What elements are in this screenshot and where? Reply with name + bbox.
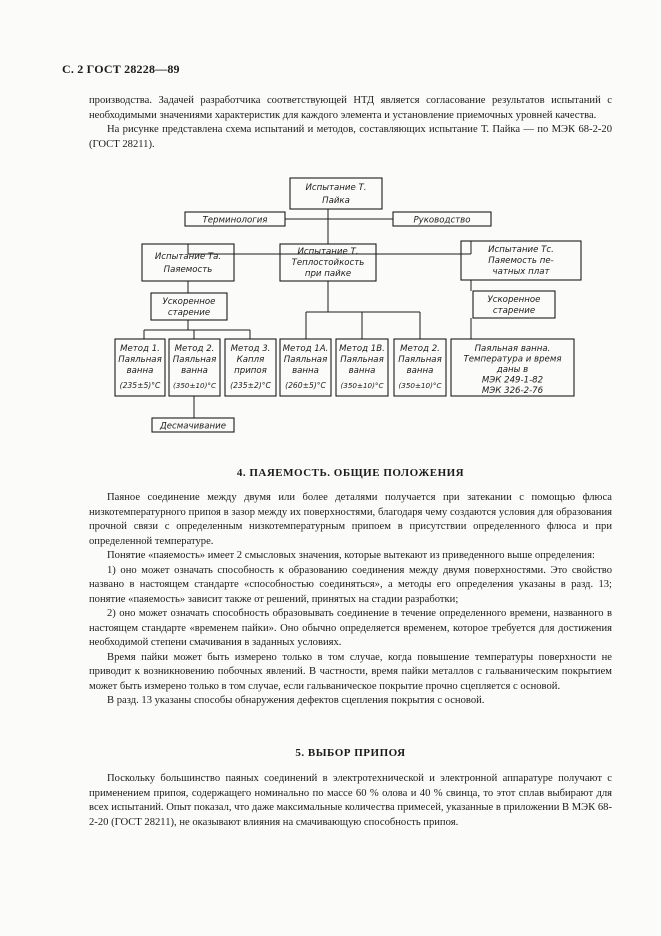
method1-label-3: ванна [126, 366, 154, 376]
method1a-label-1: Метод 1А. [282, 344, 329, 354]
method2-label-1: Метод 2. [174, 344, 215, 354]
method1-label-4: (235±5)°С [119, 381, 161, 390]
method2-label-4: (350±10)°С [172, 381, 217, 390]
section-4-title: 4. ПАЯЕМОСТЬ. ОБЩИЕ ПОЛОЖЕНИЯ [236, 467, 465, 479]
intro-paragraph-2: На рисунке представлена схема испытаний и методов, составляющих испытание Т. Пайка — по МЭК 68-2-20 (ГОСТ 28211). [89, 124, 612, 150]
method3-label-1: Метод 3. [230, 344, 271, 354]
section-4-paragraph-2: Понятие «паяемость» имеет 2 смысловых значения, которые вытекают из приведенного выше определения: [107, 550, 595, 561]
test-tc-label-3: чатных плат [492, 267, 550, 277]
method1-label-1: Метод 1. [120, 344, 160, 354]
section-4-text [89, 491, 612, 709]
method3-label-3: припоя [234, 366, 267, 376]
section-5-title: 5. ВЫБОР ПРИПОЯ [295, 747, 406, 759]
section-4-paragraph-4: 2) оно может означать способность образовывать соединение в течение определенного времени, названного в настоящем стандарте «временем пайки». Оно обычно определяется временем, которое требуется для достижения необходимой степени смачивания в заданных условиях. [89, 608, 612, 648]
bath-tc-label-3: даны в [496, 365, 529, 375]
page-header: С. 2 ГОСТ 28228—89 [62, 62, 180, 76]
section-5-paragraph-1: Поскольку большинство паяных соединений в электротехнической и электронной аппаратуре получают с применением припоя, содержащего номинально по массе 60 % олова и 40 % свинца, то этот сплав выбирают для всех испытаний. Опыт показал, что даже максимальные количества примесей, указанные в приложении В МЭК 68-2-20 (ГОСТ 28211), не оказывают влияния на смачивающую способность припоя. [89, 773, 612, 828]
test-t-heat-label-1: Испытание Т. [297, 247, 359, 257]
root-label-2: Пайка [322, 196, 350, 206]
method3-label-4: (235±2)°С [230, 381, 271, 390]
section-5-text [89, 772, 612, 830]
test-tc-label-1: Испытание Тс. [488, 245, 554, 255]
bath-tc-label-4: МЭК 249-1-82 [481, 375, 544, 386]
section-4-paragraph-1: Паяное соединение между двумя или более деталями получается при затекании с помощью флюса низкотемпературного припоя в зазор между их поверхностями, благодаря чему создаются условия для образования прочной связи с определенным низкотемпературным припоем в присутствии определенного флюса и при определенной температуре. [89, 492, 612, 547]
method1b-label-2: Паяльная [340, 355, 384, 365]
method1a-label-4: (260±5)°С [285, 381, 326, 390]
guidance-label: Руководство [413, 215, 471, 226]
aging-left-label-1: Ускоренное [162, 297, 216, 307]
method2-label-2: Паяльная [172, 355, 217, 365]
dewetting-label: Десмачивание [160, 421, 226, 432]
method1b-label-1: Метод 1В. [339, 344, 385, 354]
method1a-label-2: Паяльная [283, 355, 328, 365]
method2b-label-1: Метод 2. [400, 344, 440, 354]
root-label-1: Испытание Т. [305, 183, 367, 193]
test-ta-label-1: Испытание Та. [154, 252, 222, 262]
section-4-paragraph-3: 1) оно может означать способность к образованию соединения между двумя поверхностями. Это свойство названо в настоящем стандарте «способностью соединяться», а методы его определения указаны в разд. 13; понятие «паяемость» зависит также от решений, принятых на стадии разработки; [89, 564, 612, 605]
method2b-label-3: ванна [406, 366, 434, 376]
bath-tc-label-5: МЭК 326-2-76 [481, 386, 544, 396]
test-t-heat-label-2: Теплостойкость [291, 258, 365, 268]
method2b-label-2: Паяльная [398, 355, 442, 365]
aging-right-label-1: Ускоренное [487, 295, 541, 305]
method1b-label-4: (350±10)°С [340, 381, 384, 390]
section-4-paragraph-6: В разд. 13 указаны способы обнаружения дефектов сцепления покрытия с основой. [107, 695, 485, 706]
aging-left-label-2: старение [167, 308, 211, 318]
method2-label-3: ванна [181, 366, 208, 376]
section-4-paragraph-5: Время пайки может быть измерено только в том случае, когда повышение температуры поверхности не приводит к возникновению побочных явлений. В частности, время пайки металлов с гальваническим покрытием может быть измерено только в том случае, если гальваническое покрытие прочно сцепляется с основой. [89, 651, 612, 692]
bath-tc-label-1: Паяльная ванна. [474, 344, 551, 354]
intro-paragraph-1: производства. Задачей разработчика соответствующей НТД является согласование результатов испытаний с необходимыми значениями характеристик для каждого элемента и установление приемочных уровней качества. [89, 95, 612, 121]
method1-label-2: Паяльная [118, 355, 162, 365]
method2b-label-4: (350±10)°С [398, 381, 442, 390]
test-tc-label-2: Паяемость пе- [488, 256, 554, 266]
aging-right-label-2: старение [492, 306, 536, 316]
bath-tc-label-2: Температура и время [463, 354, 562, 365]
method3-label-2: Капля [236, 355, 265, 365]
test-t-heat-label-3: при пайке [304, 269, 352, 279]
test-scheme-diagram [0, 0, 661, 460]
method1a-label-3: ванна [292, 366, 319, 376]
terminology-label: Терминология [202, 215, 268, 226]
test-ta-label-2: Паяемость [163, 265, 213, 275]
method1b-label-3: ванна [348, 366, 376, 376]
